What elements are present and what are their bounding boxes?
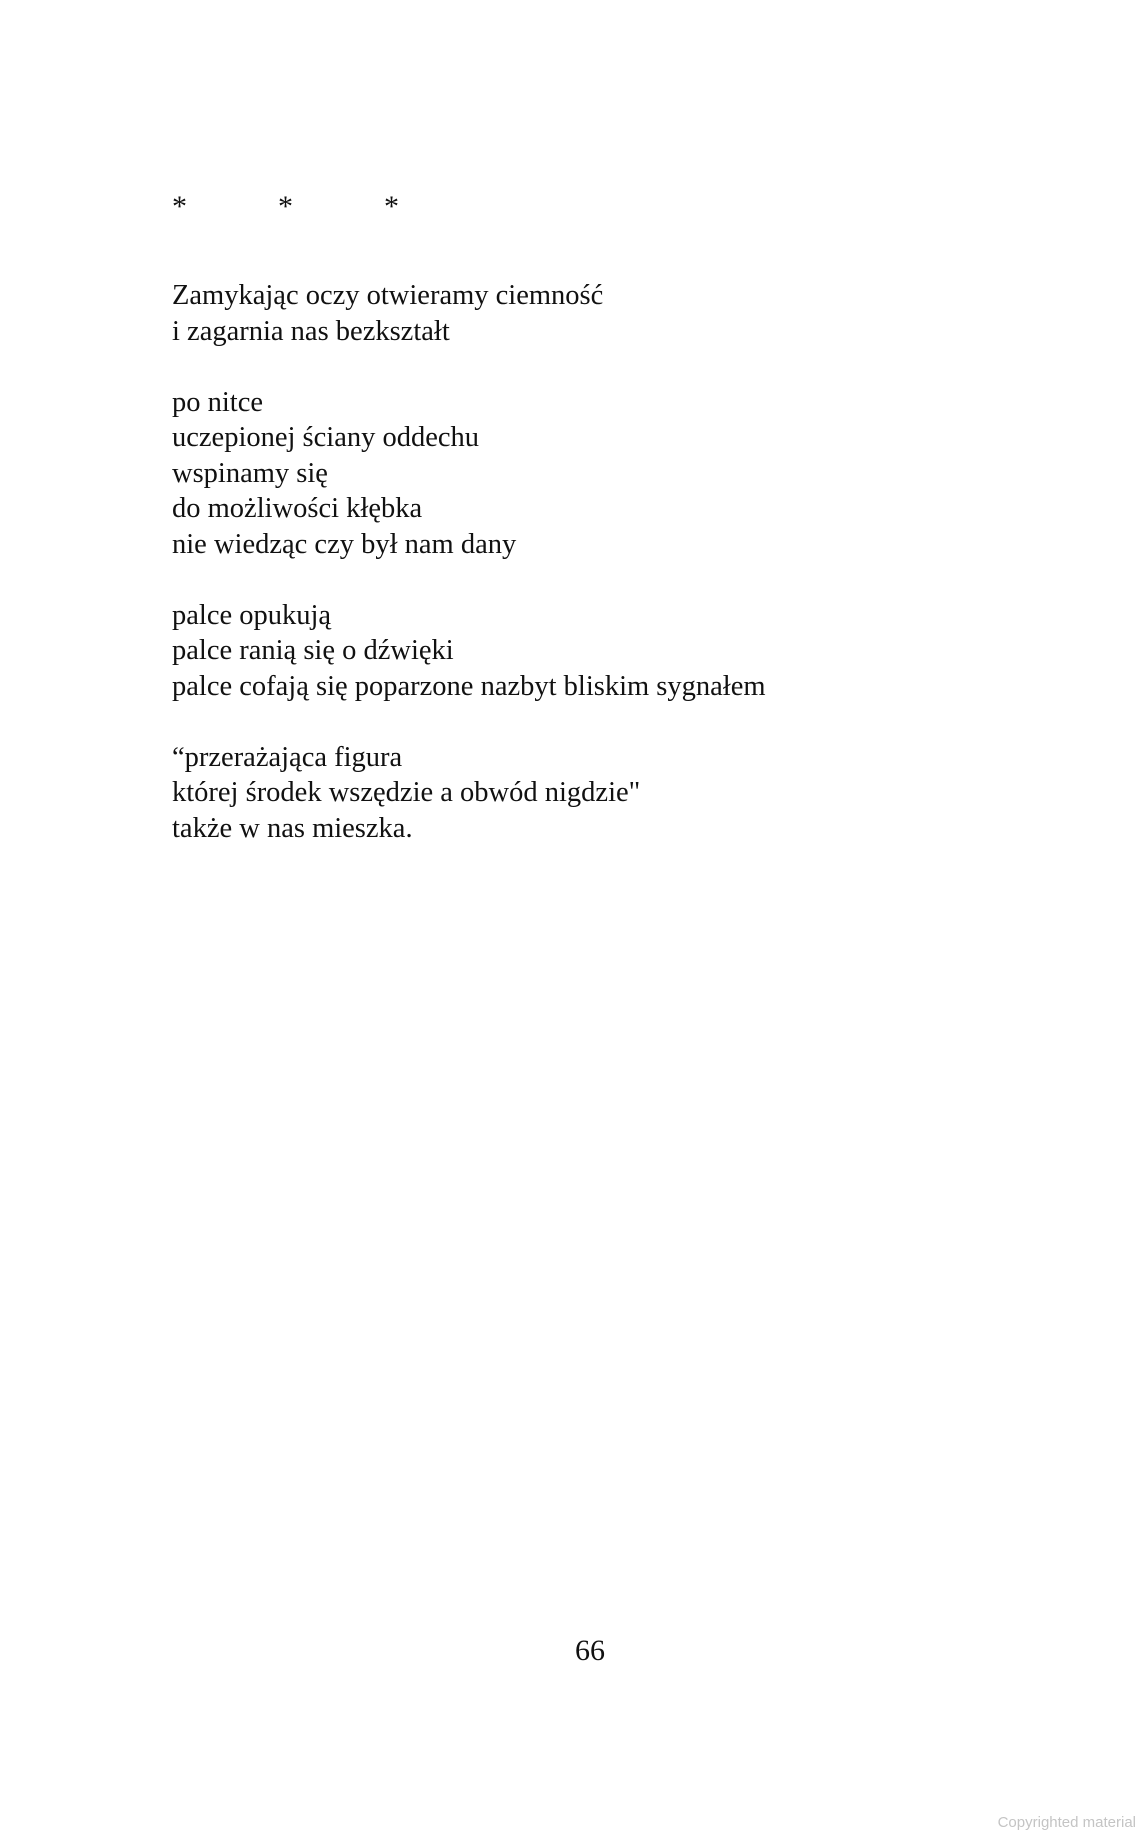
poem-line: i zagarnia nas bezkształt (172, 315, 450, 347)
section-ornament (172, 192, 412, 222)
stanza-3 (172, 598, 1072, 705)
poem-body (172, 278, 1072, 846)
poem-line: wspinamy się (172, 457, 328, 489)
page-number: 66 (575, 1634, 605, 1667)
poem-line: do możliwości kłębka (172, 493, 423, 524)
poem-line: Zamykając oczy otwieramy ciemność (172, 280, 604, 311)
asterisk: * (384, 190, 399, 223)
poem-line: której środek wszędzie a obwód nigdzie" (172, 777, 641, 808)
asterisk: * (278, 190, 293, 223)
copyright-watermark: Copyrighted material (997, 1814, 1136, 1831)
poem-line: uczepionej ściany oddechu (172, 422, 480, 453)
poem-line: palce opukują (172, 599, 332, 631)
asterisk: * (172, 190, 187, 223)
poem-line: palce cofają się poparzone nazbyt bliskim sygnałem (172, 670, 766, 702)
poem-line: “przerażająca figura (172, 741, 403, 773)
stanza-2 (172, 385, 1072, 563)
poem-line: palce ranią się o dźwięki (172, 635, 454, 666)
poem-line: nie wiedząc czy był nam dany (172, 528, 517, 560)
stanza-1 (172, 278, 1072, 349)
stanza-4 (172, 740, 1072, 847)
poem-line: także w nas mieszka. (172, 812, 413, 844)
poem-line: po nitce (172, 386, 264, 418)
